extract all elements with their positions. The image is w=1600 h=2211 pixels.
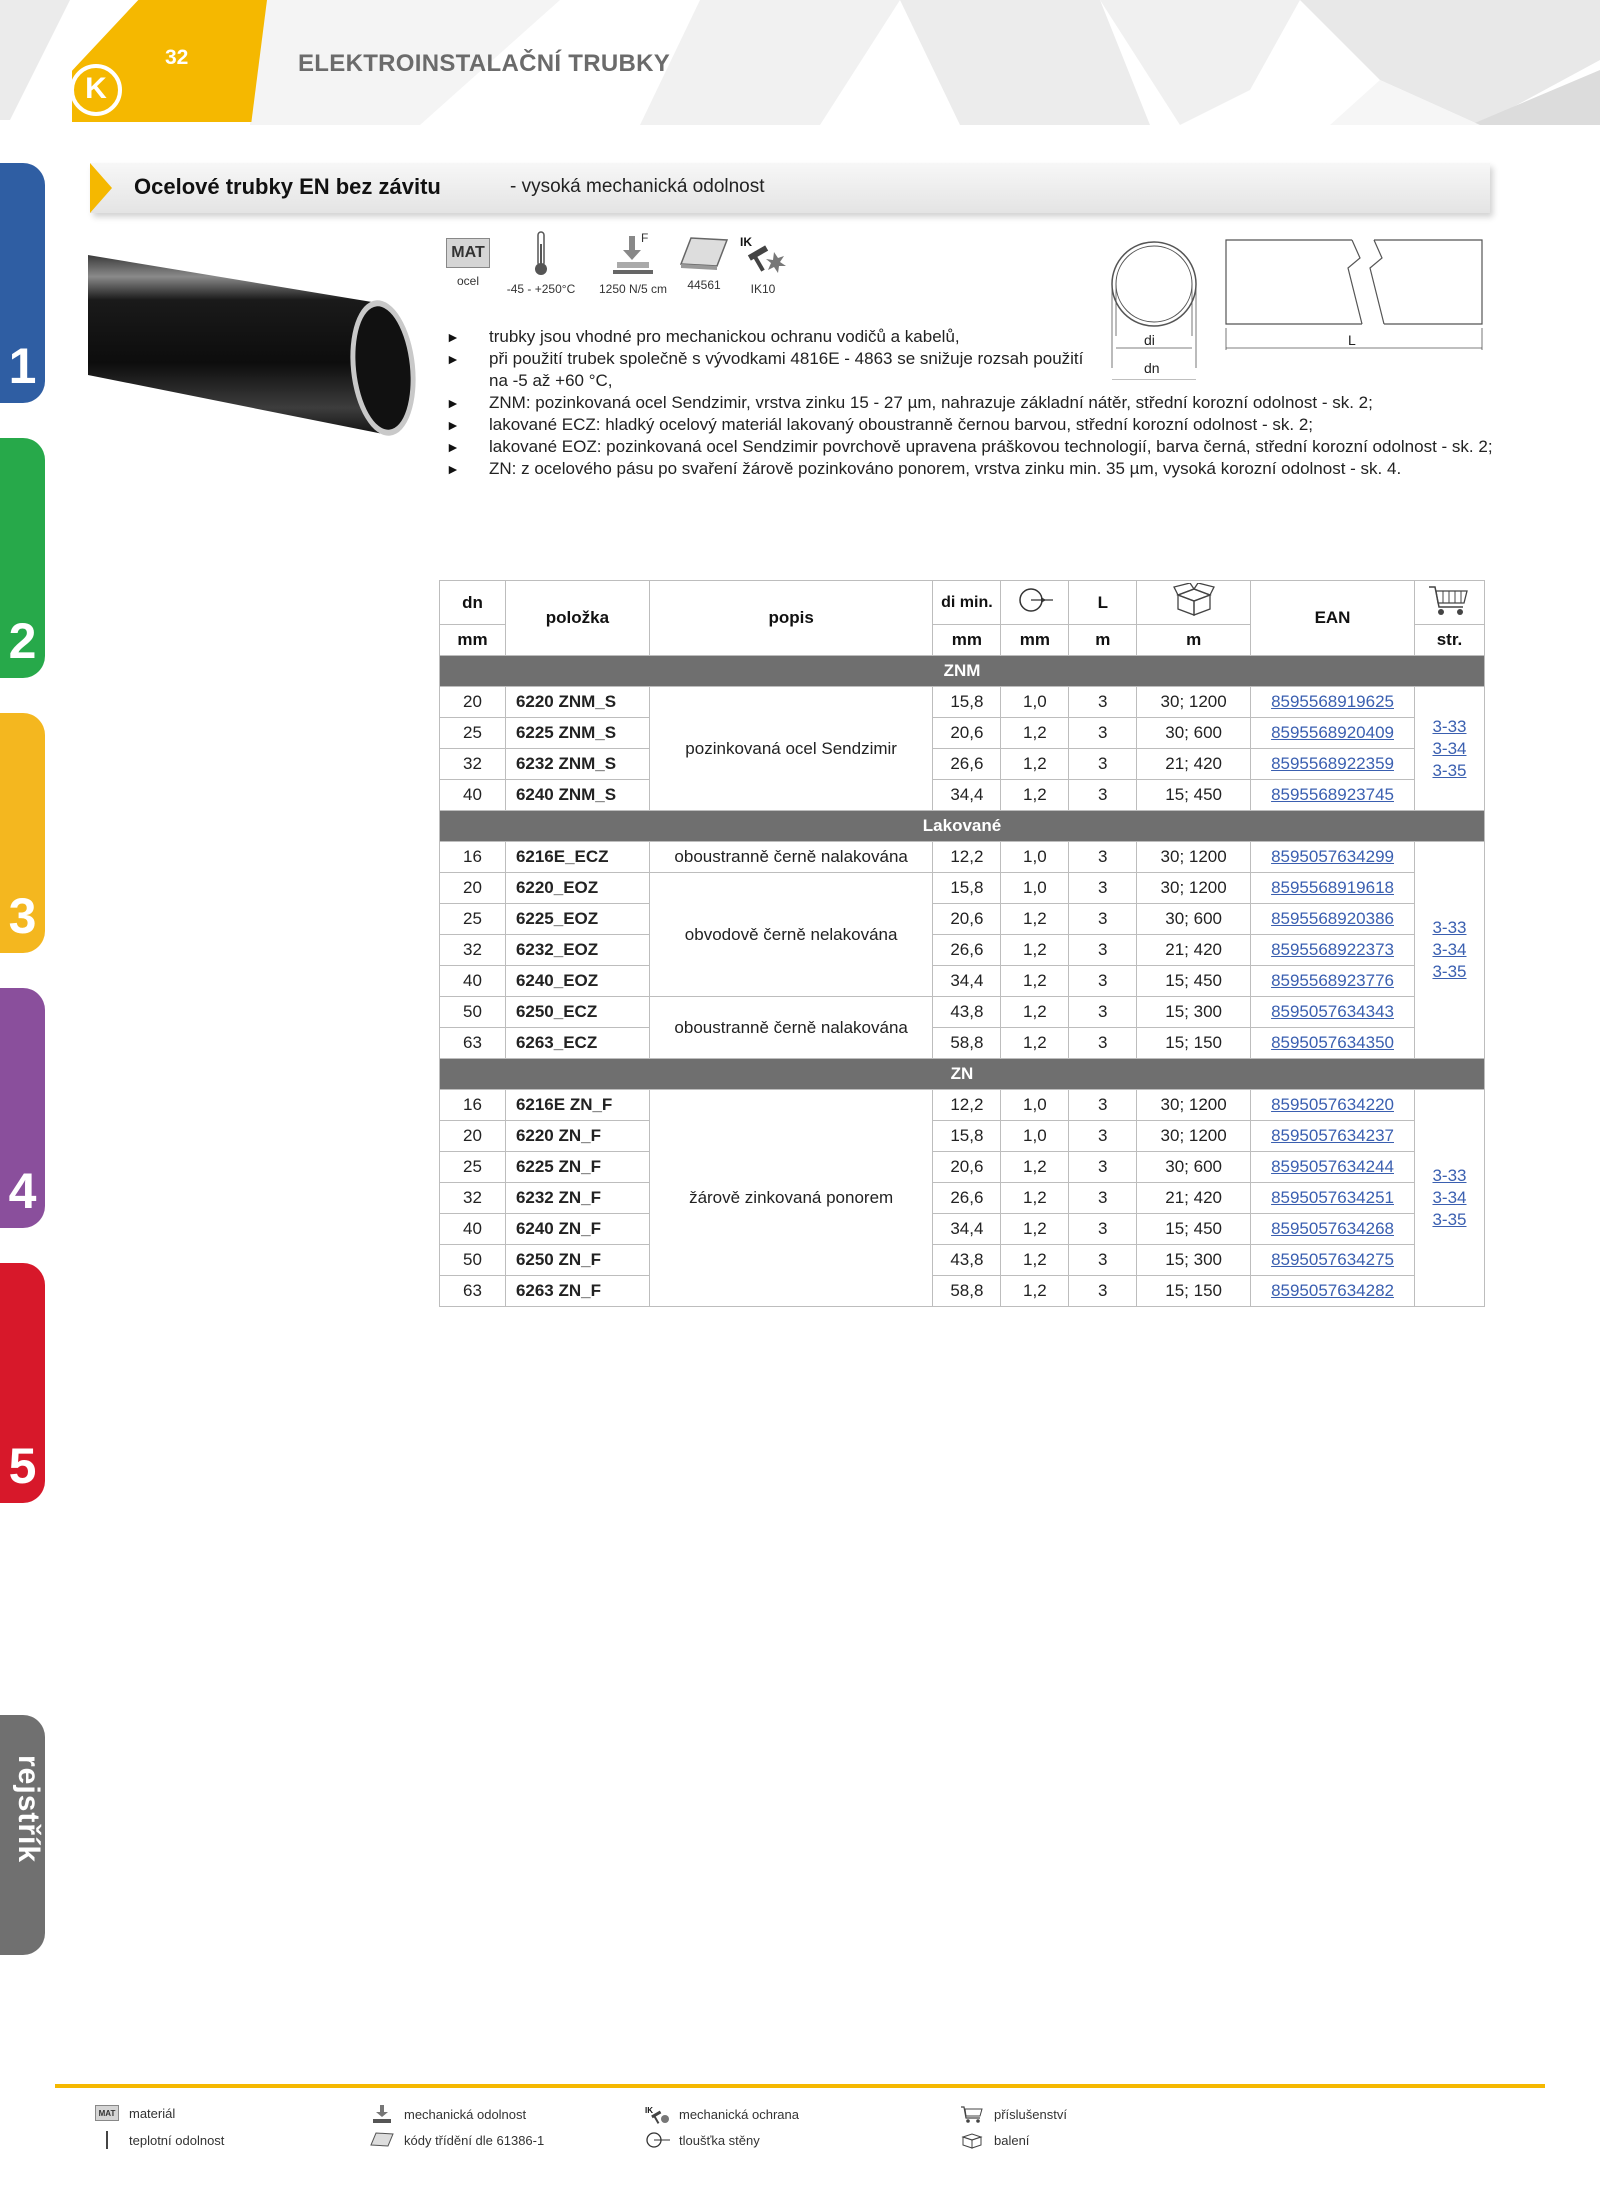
cell-page-refs: [1414, 1090, 1484, 1307]
feature-item: ► lakované ECZ: hladký ocelový materiál lakovaný oboustranně černou barvou, střední korozní odolnost - sk. 2;: [446, 414, 1496, 436]
cell-di: 26,6: [933, 749, 1001, 780]
side-tab-index[interactable]: [0, 1715, 45, 1955]
legend-classification: [370, 2131, 544, 2149]
cell-ean: [1251, 842, 1415, 873]
cell-length: 3: [1069, 997, 1137, 1028]
col-header-item: položka: [505, 581, 649, 656]
section-subtitle: - vysoká mechanická odolnost: [510, 176, 765, 197]
cell-dn: 63: [440, 1276, 506, 1307]
property-label: 1250 N/5 cm: [598, 282, 668, 296]
cell-di: 58,8: [933, 1276, 1001, 1307]
cell-di: 34,4: [933, 780, 1001, 811]
ean-link[interactable]: 8595057634299: [1271, 847, 1394, 866]
side-tab-5[interactable]: [0, 1263, 45, 1503]
col-header-dn: dn: [440, 581, 506, 625]
cell-wall: 1,0: [1001, 842, 1069, 873]
page-ref-link[interactable]: 3-33: [1432, 918, 1467, 937]
cell-length: 3: [1069, 935, 1137, 966]
cell-wall: 1,2: [1001, 1028, 1069, 1059]
cell-di: 34,4: [933, 966, 1001, 997]
thermometer-icon: [95, 2131, 119, 2149]
cell-ean: [1251, 1214, 1415, 1245]
legend-temperature: [95, 2131, 224, 2149]
group-header-row: [440, 811, 1485, 842]
cell-wall: 1,2: [1001, 780, 1069, 811]
property-compression: [588, 230, 678, 296]
compression-icon: [370, 2105, 394, 2123]
group-name: ZNM: [440, 656, 1485, 687]
cell-wall: 1,0: [1001, 873, 1069, 904]
cell-dn: 25: [440, 904, 506, 935]
col-header-package: [1137, 581, 1251, 625]
side-tab-label: 1: [8, 338, 37, 394]
property-classification: [674, 234, 734, 292]
legend-label: materiál: [129, 2105, 176, 2121]
cell-dn: 40: [440, 966, 506, 997]
cell-di: 26,6: [933, 935, 1001, 966]
legend-package: [960, 2131, 1029, 2149]
cell-item-code: 6225 ZNM_S: [505, 718, 649, 749]
legend-wall-thickness: [645, 2131, 760, 2149]
classification-icon: [679, 234, 729, 272]
cell-item-code: 6240 ZNM_S: [505, 780, 649, 811]
ean-link[interactable]: 8595568919618: [1271, 878, 1394, 897]
cell-di: 20,6: [933, 718, 1001, 749]
ean-link[interactable]: 8595568923776: [1271, 971, 1394, 990]
cell-di: 43,8: [933, 1245, 1001, 1276]
cell-package: 30; 1200: [1137, 1121, 1251, 1152]
page-ref-link[interactable]: 3-34: [1432, 940, 1467, 959]
table-row: [440, 904, 1485, 935]
cell-dn: 40: [440, 780, 506, 811]
cell-length: 3: [1069, 780, 1137, 811]
cell-package: 30; 1200: [1137, 1090, 1251, 1121]
table-row: [440, 780, 1485, 811]
legend-label: tloušťka stěny: [679, 2132, 760, 2148]
cell-wall: 1,2: [1001, 1152, 1069, 1183]
section-title: Ocelové trubky EN bez závitu: [134, 174, 441, 199]
cell-package: 30; 1200: [1137, 873, 1251, 904]
feature-item: ► ZNM: pozinkovaná ocel Sendzimir, vrstva zinku 15 - 27 µm, nahrazuje základní nátěr, střední korozní odolnost - sk. 2;: [446, 392, 1496, 414]
cell-dn: 16: [440, 1090, 506, 1121]
cell-length: 3: [1069, 1090, 1137, 1121]
side-tab-label: rejstřík: [12, 1755, 45, 1864]
classification-icon: [370, 2131, 394, 2149]
cell-description: obvodově černě nelakována: [649, 873, 933, 997]
col-header-length: L: [1069, 581, 1137, 625]
cell-dn: 32: [440, 749, 506, 780]
cell-wall: 1,2: [1001, 935, 1069, 966]
diagram-label-L: L: [1348, 332, 1356, 348]
wall-thickness-icon: [1015, 586, 1055, 614]
cell-di: 15,8: [933, 873, 1001, 904]
side-tab-label: 3: [8, 888, 37, 944]
page-title: ELEKTROINSTALAČNÍ TRUBKY: [298, 50, 671, 77]
cell-item-code: 6225_EOZ: [505, 904, 649, 935]
unit-length: m: [1069, 625, 1137, 656]
table-row: [440, 1152, 1485, 1183]
feature-item: ► ZN: z ocelového pásu po svaření žárově pozinkováno ponorem, vrstva zinku min. 35 µm, vysoká korozní odolnost - sk. 4.: [446, 458, 1496, 480]
side-tab-2[interactable]: [0, 438, 45, 678]
compression-icon: [611, 230, 655, 276]
cell-ean: [1251, 904, 1415, 935]
table-row: [440, 873, 1485, 904]
cart-icon: [1427, 583, 1471, 617]
cell-package: 15; 450: [1137, 780, 1251, 811]
product-table: [439, 580, 1485, 1307]
mat-icon: MAT: [95, 2105, 119, 2121]
property-label: ocel: [456, 274, 479, 288]
page-number: 32: [165, 46, 189, 69]
table-row: [440, 1090, 1485, 1121]
property-impact: [733, 234, 793, 296]
table-row: [440, 1028, 1485, 1059]
cell-item-code: 6240_EOZ: [505, 966, 649, 997]
ean-link[interactable]: 8595568922373: [1271, 940, 1394, 959]
ean-link[interactable]: 8595057634251: [1271, 1188, 1394, 1207]
page-ref-link[interactable]: 3-34: [1432, 738, 1467, 758]
table-row: [440, 718, 1485, 749]
cell-dn: 50: [440, 1245, 506, 1276]
feature-item: ► při použití trubek společně s vývodkami 4816E - 4863 se snižuje rozsah použití na -5 až +60 °C,: [446, 348, 1086, 392]
property-label: 44561: [687, 278, 721, 292]
cell-ean: [1251, 718, 1415, 749]
legend-label: příslušenství: [994, 2106, 1067, 2122]
table-row: [440, 1121, 1485, 1152]
cell-dn: 32: [440, 1183, 506, 1214]
table-row: [440, 1214, 1485, 1245]
cell-package: 15; 150: [1137, 1276, 1251, 1307]
cell-ean: [1251, 1090, 1415, 1121]
cell-dn: 20: [440, 1121, 506, 1152]
property-temperature: [496, 230, 586, 296]
group-header-row: [440, 1059, 1485, 1090]
legend-label: balení: [994, 2132, 1030, 2148]
brand-logo: K: [70, 64, 122, 116]
table-row: [440, 842, 1485, 873]
cell-dn: 63: [440, 1028, 506, 1059]
ean-link[interactable]: 8595568923745: [1271, 785, 1394, 804]
cell-package: 15; 150: [1137, 1028, 1251, 1059]
cell-length: 3: [1069, 718, 1137, 749]
cell-package: 15; 300: [1137, 1245, 1251, 1276]
table-row: [440, 1245, 1485, 1276]
cell-di: 15,8: [933, 1121, 1001, 1152]
cell-length: 3: [1069, 687, 1137, 718]
cell-wall: 1,2: [1001, 1183, 1069, 1214]
unit-package: m: [1137, 625, 1251, 656]
ean-link[interactable]: 8595568920386: [1271, 909, 1394, 928]
ean-link[interactable]: 8595057634275: [1271, 1250, 1394, 1269]
cell-di: 12,2: [933, 842, 1001, 873]
cell-length: 3: [1069, 1214, 1137, 1245]
cell-description: žárově zinkovaná ponorem: [649, 1090, 933, 1307]
cell-length: 3: [1069, 873, 1137, 904]
cell-item-code: 6240 ZN_F: [505, 1214, 649, 1245]
ean-link[interactable]: 8595057634220: [1271, 1095, 1394, 1114]
col-header-di: di min.: [933, 581, 1001, 625]
cell-package: 15; 450: [1137, 966, 1251, 997]
cell-ean: [1251, 780, 1415, 811]
wall-thickness-icon: [645, 2131, 669, 2149]
diagram-label-di: di: [1144, 332, 1155, 348]
cell-wall: 1,0: [1001, 687, 1069, 718]
cell-di: 15,8: [933, 687, 1001, 718]
steel-pipe-image: [88, 255, 428, 440]
svg-text:IK: IK: [645, 2106, 653, 2115]
cell-item-code: 6250 ZN_F: [505, 1245, 649, 1276]
impact-hammer-icon: [738, 234, 788, 276]
table-row: [440, 935, 1485, 966]
cell-ean: [1251, 997, 1415, 1028]
cell-description: pozinkovaná ocel Sendzimir: [649, 687, 933, 811]
cell-dn: 25: [440, 1152, 506, 1183]
side-tab-3[interactable]: [0, 713, 45, 953]
side-tab-4[interactable]: [0, 988, 45, 1228]
cell-length: 3: [1069, 1121, 1137, 1152]
ean-link[interactable]: 8595057634268: [1271, 1219, 1394, 1238]
group-name: ZN: [440, 1059, 1485, 1090]
cell-ean: [1251, 873, 1415, 904]
ean-link[interactable]: 8595057634343: [1271, 1002, 1394, 1021]
cart-icon: [960, 2105, 984, 2123]
cell-di: 43,8: [933, 997, 1001, 1028]
table-row: [440, 966, 1485, 997]
cell-ean: [1251, 1183, 1415, 1214]
table-row: [440, 1276, 1485, 1307]
col-header-ean: EAN: [1251, 581, 1415, 656]
cell-ean: [1251, 1028, 1415, 1059]
cell-item-code: 6250_ECZ: [505, 997, 649, 1028]
cell-package: 21; 420: [1137, 935, 1251, 966]
cell-item-code: 6225 ZN_F: [505, 1152, 649, 1183]
cell-dn: 20: [440, 873, 506, 904]
cell-wall: 1,2: [1001, 997, 1069, 1028]
cell-wall: 1,2: [1001, 1245, 1069, 1276]
unit-di: mm: [933, 625, 1001, 656]
cell-wall: 1,2: [1001, 718, 1069, 749]
cell-ean: [1251, 1245, 1415, 1276]
cell-package: 30; 600: [1137, 1152, 1251, 1183]
page-ref-link[interactable]: 3-35: [1432, 962, 1467, 981]
cell-length: 3: [1069, 966, 1137, 997]
page-ref-link[interactable]: 3-33: [1432, 716, 1467, 736]
cell-ean: [1251, 1276, 1415, 1307]
footer-divider: [55, 2084, 1545, 2088]
thermometer-icon: [533, 230, 549, 276]
cell-length: 3: [1069, 749, 1137, 780]
cell-dn: 50: [440, 997, 506, 1028]
cell-ean: [1251, 935, 1415, 966]
cell-di: 20,6: [933, 1152, 1001, 1183]
package-icon: [960, 2131, 984, 2149]
cell-package: 21; 420: [1137, 1183, 1251, 1214]
svg-text:F: F: [641, 231, 649, 245]
cell-length: 3: [1069, 1276, 1137, 1307]
table-row: [440, 749, 1485, 780]
cell-item-code: 6216E ZN_F: [505, 1090, 649, 1121]
cell-wall: 1,2: [1001, 966, 1069, 997]
mat-icon: MAT: [446, 238, 490, 268]
page-ref-link[interactable]: 3-35: [1432, 1210, 1467, 1229]
unit-wall: mm: [1001, 625, 1069, 656]
cell-di: 20,6: [933, 904, 1001, 935]
cell-description: oboustranně černě nalakována: [649, 997, 933, 1059]
table-row: [440, 687, 1485, 718]
cell-ean: [1251, 1152, 1415, 1183]
cell-length: 3: [1069, 1028, 1137, 1059]
diagram-label-dn: dn: [1144, 360, 1160, 376]
table-row: [440, 997, 1485, 1028]
side-tab-label: 2: [8, 613, 37, 669]
unit-dn: mm: [440, 625, 506, 656]
feature-list: [446, 326, 1496, 480]
cell-dn: 16: [440, 842, 506, 873]
cell-item-code: 6232_EOZ: [505, 935, 649, 966]
legend-label: teplotní odolnost: [129, 2132, 225, 2148]
cell-item-code: 6220_EOZ: [505, 873, 649, 904]
page-ref-link[interactable]: 3-34: [1432, 1188, 1467, 1207]
col-header-wall: [1001, 581, 1069, 625]
legend-label: mechanická odolnost: [404, 2106, 527, 2122]
cell-package: 30; 600: [1137, 904, 1251, 935]
page-ref-link[interactable]: 3-35: [1432, 760, 1467, 780]
cell-item-code: 6232 ZN_F: [505, 1183, 649, 1214]
ean-link[interactable]: 8595057634350: [1271, 1033, 1394, 1052]
property-label: IK10: [750, 282, 776, 296]
cell-wall: 1,2: [1001, 904, 1069, 935]
ean-link[interactable]: 8595057634237: [1271, 1126, 1394, 1145]
legend-material: [95, 2105, 175, 2121]
cell-dn: 20: [440, 687, 506, 718]
cell-ean: [1251, 749, 1415, 780]
cell-length: 3: [1069, 904, 1137, 935]
cell-package: 15; 450: [1137, 1214, 1251, 1245]
cell-length: 3: [1069, 1183, 1137, 1214]
cell-length: 3: [1069, 842, 1137, 873]
ean-link[interactable]: 8595568920409: [1271, 723, 1394, 742]
impact-hammer-icon: [645, 2105, 669, 2123]
ean-link[interactable]: 8595057634244: [1271, 1157, 1394, 1176]
property-material: [443, 238, 493, 288]
cell-ean: [1251, 687, 1415, 718]
col-header-accessories: [1414, 581, 1484, 625]
legend-mechanical: [370, 2105, 526, 2123]
cell-item-code: 6216E_ECZ: [505, 842, 649, 873]
cell-dn: 32: [440, 935, 506, 966]
col-header-description: popis: [649, 581, 933, 656]
page-ref-link[interactable]: 3-33: [1432, 1166, 1467, 1185]
cell-package: 30; 1200: [1137, 842, 1251, 873]
legend-protection: [645, 2105, 799, 2123]
cell-item-code: 6220 ZN_F: [505, 1121, 649, 1152]
cell-page-refs: [1414, 842, 1484, 1059]
svg-text:IK: IK: [740, 235, 752, 249]
ean-link[interactable]: 8595568922359: [1271, 754, 1394, 773]
table-row: [440, 1183, 1485, 1214]
side-tab-label: 4: [8, 1163, 37, 1219]
cell-item-code: 6232 ZNM_S: [505, 749, 649, 780]
group-header-row: [440, 656, 1485, 687]
cell-di: 12,2: [933, 1090, 1001, 1121]
cell-page-refs: [1414, 687, 1484, 811]
ean-link[interactable]: 8595057634282: [1271, 1281, 1394, 1300]
cell-di: 26,6: [933, 1183, 1001, 1214]
cell-wall: 1,2: [1001, 1214, 1069, 1245]
cell-package: 15; 300: [1137, 997, 1251, 1028]
package-icon: [1172, 583, 1216, 617]
legend-label: kódy třídění dle 61386-1: [404, 2132, 545, 2148]
cell-length: 3: [1069, 1152, 1137, 1183]
ean-link[interactable]: 8595568919625: [1271, 692, 1394, 711]
cell-item-code: 6263 ZN_F: [505, 1276, 649, 1307]
cell-length: 3: [1069, 1245, 1137, 1276]
feature-item: ► trubky jsou vhodné pro mechanickou ochranu vodičů a kabelů,: [446, 326, 1086, 348]
cell-ean: [1251, 966, 1415, 997]
unit-page: str.: [1414, 625, 1484, 656]
product-table-body: [440, 656, 1485, 1307]
cell-item-code: 6263_ECZ: [505, 1028, 649, 1059]
property-label: -45 - +250°C: [506, 282, 576, 296]
cell-package: 30; 600: [1137, 718, 1251, 749]
group-name: Lakované: [440, 811, 1485, 842]
cell-item-code: 6220 ZNM_S: [505, 687, 649, 718]
cell-dn: 25: [440, 718, 506, 749]
cell-ean: [1251, 1121, 1415, 1152]
cell-description: oboustranně černě nalakována: [649, 842, 933, 873]
cell-package: 21; 420: [1137, 749, 1251, 780]
cell-di: 34,4: [933, 1214, 1001, 1245]
cell-wall: 1,2: [1001, 749, 1069, 780]
cell-di: 58,8: [933, 1028, 1001, 1059]
cell-package: 30; 1200: [1137, 687, 1251, 718]
side-tab-label: 5: [8, 1438, 37, 1494]
legend-accessories: [960, 2105, 1067, 2123]
cell-wall: 1,0: [1001, 1090, 1069, 1121]
legend-label: mechanická ochrana: [679, 2106, 799, 2122]
cell-wall: 1,2: [1001, 1276, 1069, 1307]
feature-item: ► lakované EOZ: pozinkovaná ocel Sendzimir povrchově upravena práškovou technologií, barva černá, střední korozní odolnost - sk. 2;: [446, 436, 1496, 458]
cell-wall: 1,0: [1001, 1121, 1069, 1152]
side-tab-1[interactable]: [0, 163, 45, 403]
cell-dn: 40: [440, 1214, 506, 1245]
